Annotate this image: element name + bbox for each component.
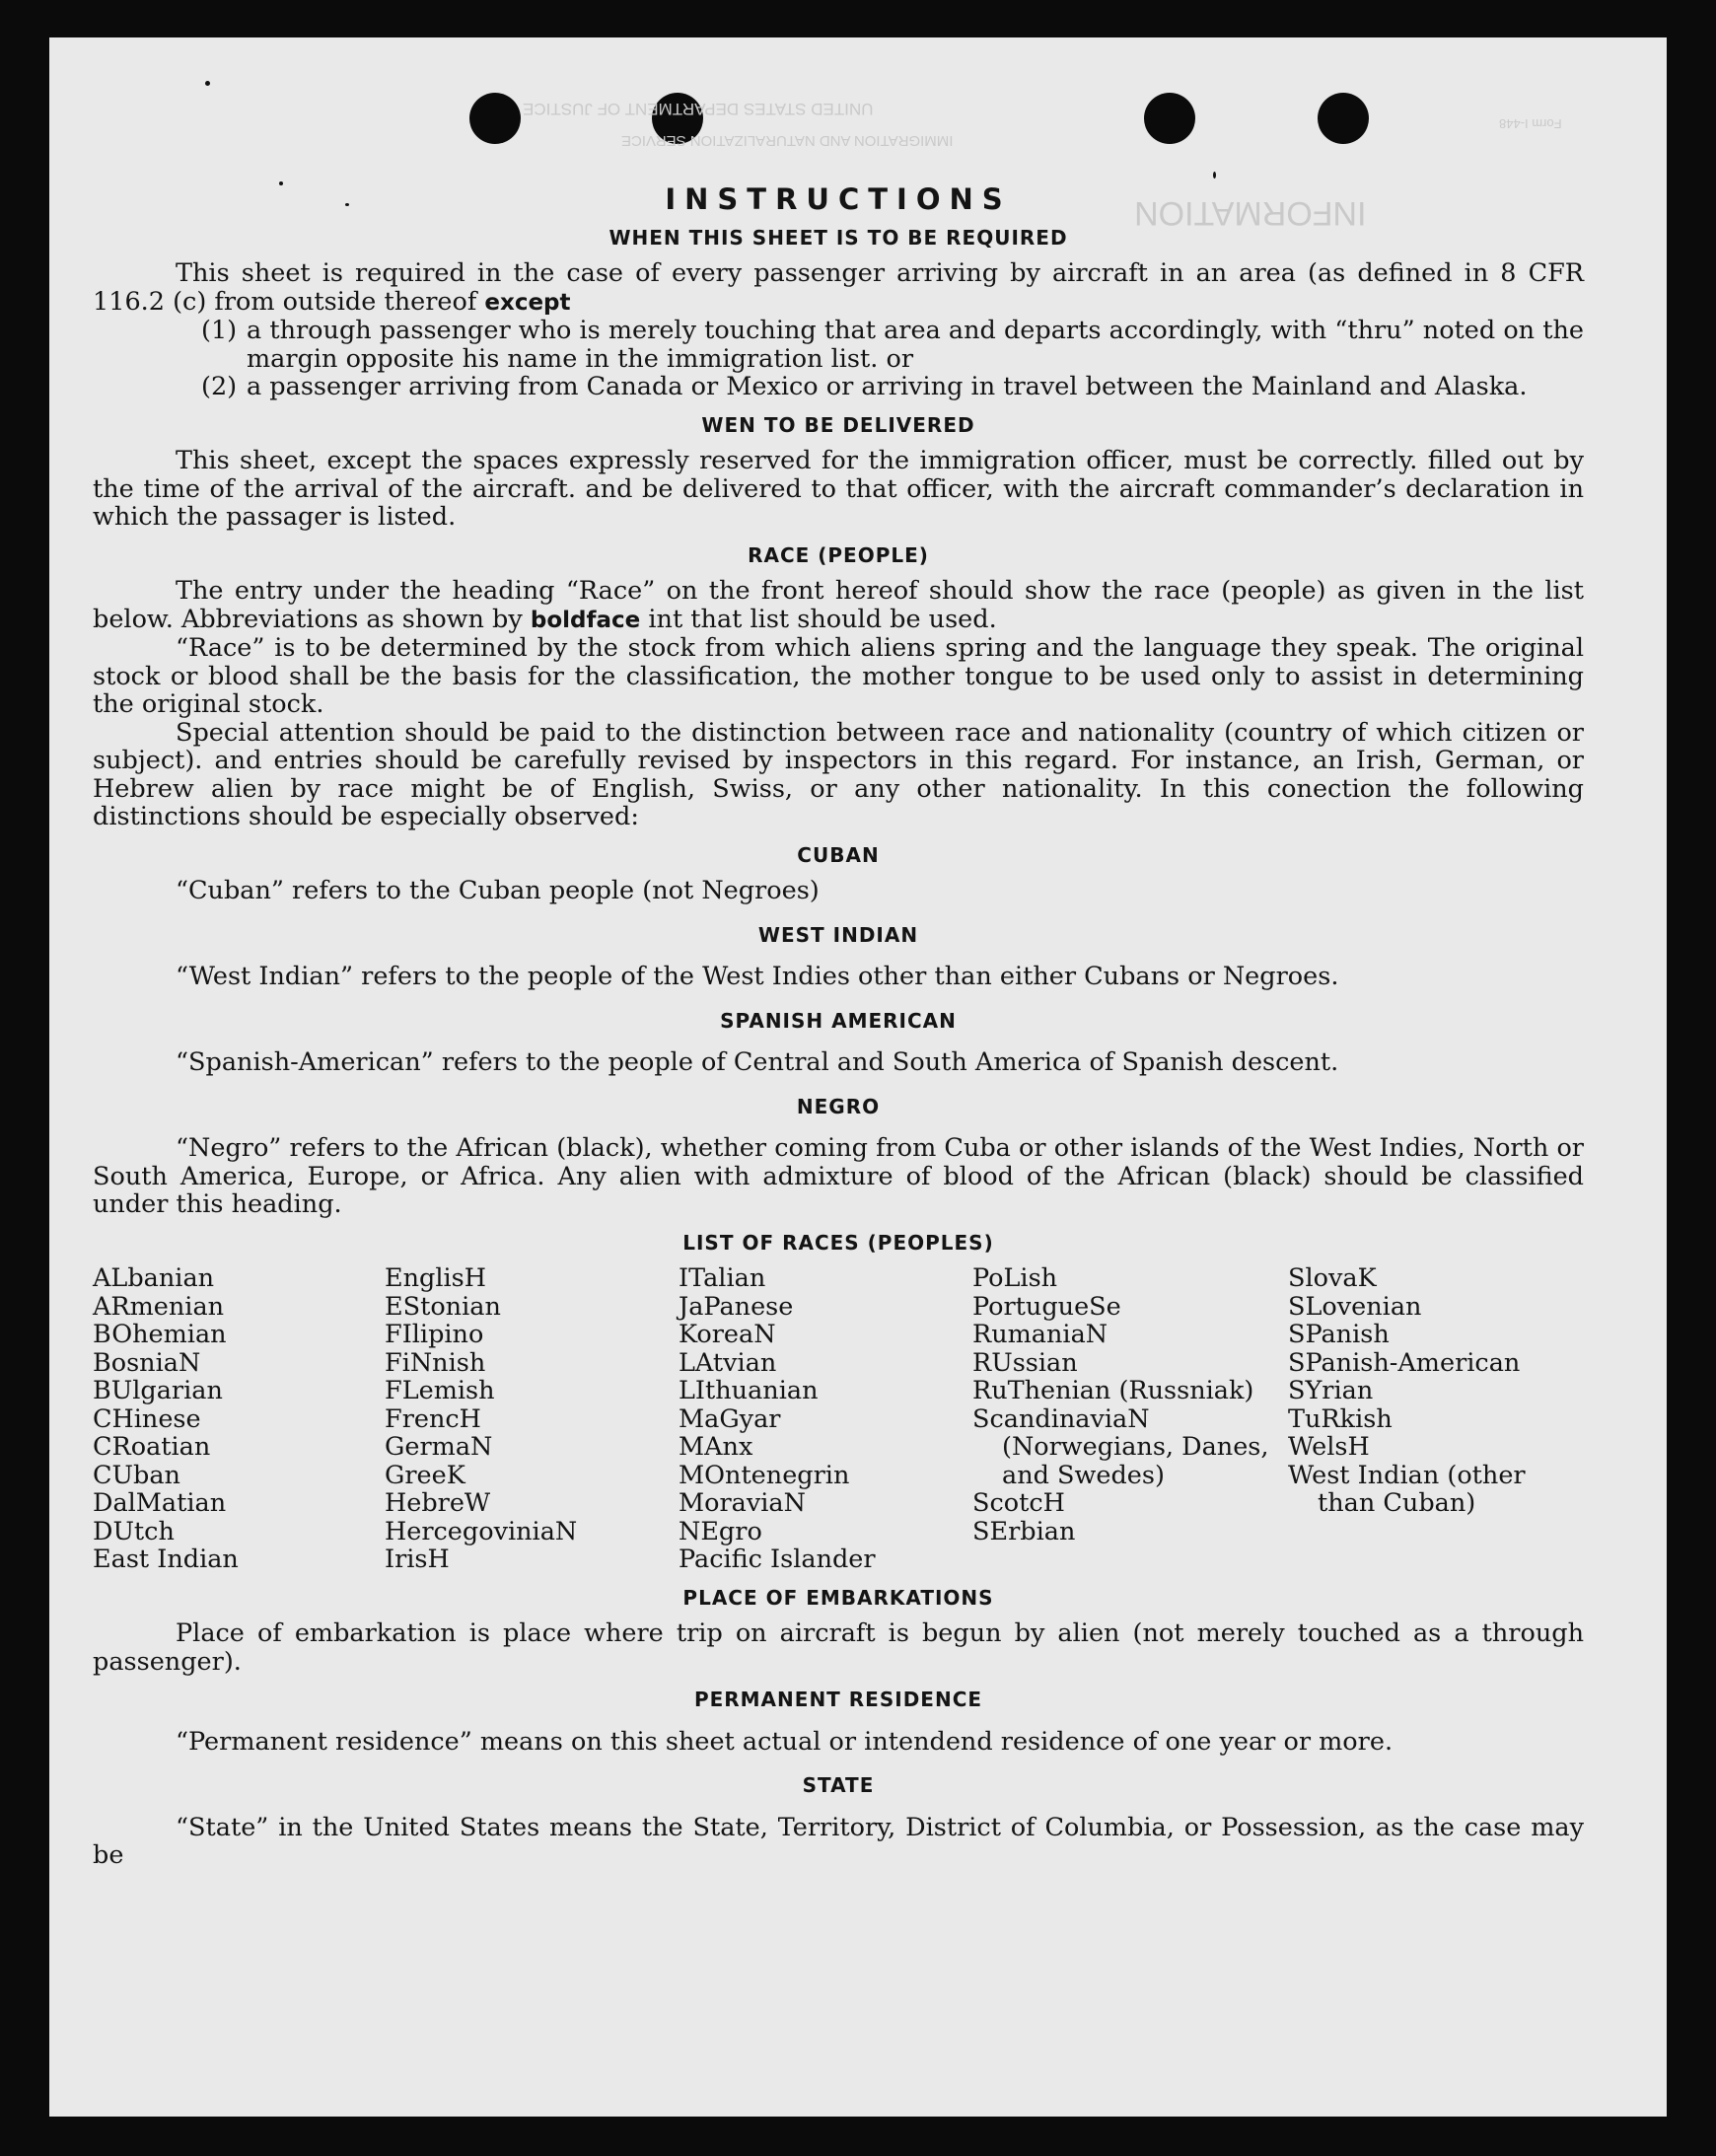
reverse-bleed-form-number: Form I-448 xyxy=(1499,116,1562,131)
punch-hole xyxy=(1318,93,1369,144)
race-entry: ScotcH xyxy=(972,1488,1065,1518)
item-number: (1) xyxy=(201,316,238,345)
race-entry: Pacific Islander xyxy=(679,1545,876,1574)
section-heading-embarkation: PLACE OF EMBARKATIONS xyxy=(682,1585,994,1610)
cuban-paragraph: “Cuban” refers to the Cuban people (not Negroes) xyxy=(176,876,820,905)
race-entry: FiNnish xyxy=(385,1347,486,1378)
race-entry: RuThenian (Russniak) xyxy=(972,1376,1254,1405)
when-required-text: This sheet is required in the case of every passenger arriving by aircraft in an area (as defined in 8 CFR 116.2 (c) from outside thereof xyxy=(93,258,1584,317)
section-heading-cuban: CUBAN xyxy=(797,842,880,867)
section-heading-state: STATE xyxy=(802,1773,875,1797)
section-heading-west-indian: WEST INDIAN xyxy=(757,922,919,947)
race-entry: LAtvian xyxy=(679,1347,777,1378)
race-entry: MOntenegrin xyxy=(679,1460,850,1490)
race-entry: West Indian (other than Cuban) xyxy=(1288,1460,1526,1518)
exception-item-2 xyxy=(201,373,1584,401)
punch-hole xyxy=(469,93,521,144)
section-heading-permanent-residence: PERMANENT RESIDENCE xyxy=(693,1688,983,1711)
race-entry: PortugueSe xyxy=(972,1291,1121,1322)
race-entry: ITalian xyxy=(679,1263,766,1293)
race-entry: SLovenian xyxy=(1288,1291,1422,1322)
item-number: (2) xyxy=(201,372,238,401)
reverse-bleed-subheader: IMMIGRATION AND NATURALIZATION SERVICE xyxy=(621,132,954,149)
race-entry: ARmenian xyxy=(93,1291,225,1322)
race-entry: EStonian xyxy=(385,1291,501,1322)
speck xyxy=(1213,172,1216,179)
race-entry: KoreaN xyxy=(679,1320,776,1349)
except-emphasis: except xyxy=(484,289,571,316)
race-text-b: int that list should be used. xyxy=(648,604,997,634)
race-entry: HebreW xyxy=(385,1488,491,1518)
race-column-1 xyxy=(93,1264,385,1574)
race-entry: MAnx xyxy=(679,1432,753,1462)
race-entry: SPanish-American xyxy=(1288,1347,1521,1378)
section-heading-negro: NEGRO xyxy=(796,1094,881,1118)
race-entry: RumaniaN xyxy=(972,1320,1108,1349)
reverse-bleed-form-title: INFORMATION xyxy=(1134,194,1367,232)
race-entry: RUssian xyxy=(972,1347,1078,1378)
race-column-3 xyxy=(679,1264,972,1574)
race-text-a: The entry under the heading “Race” on the front hereof should show the race (people) as given in the list below. Abbreviations as shown by xyxy=(93,576,1584,634)
state-paragraph: “State” in the United States means the State, Territory, District of Columbia, or Possession, as the case may be xyxy=(93,1812,1584,1870)
race-entry: MoraviaN xyxy=(679,1488,806,1518)
race-column-2 xyxy=(385,1264,679,1574)
race-entry: FrencH xyxy=(385,1403,481,1434)
section-heading-list-of-races: LIST OF RACES (PEOPLES) xyxy=(682,1230,994,1255)
race-entry: IrisH xyxy=(385,1545,450,1574)
item-text: a through passenger who is merely touching that area and departs accordingly, with “thru” noted on the margin opposite his name in the immigration list. or xyxy=(247,316,1584,374)
when-required-paragraph xyxy=(93,259,1584,317)
race-column-4 xyxy=(972,1264,1288,1574)
boldface-emphasis: boldface xyxy=(530,607,641,633)
race-entry: HercegoviniaN xyxy=(385,1516,578,1546)
permanent-residence-paragraph: “Permanent residence” means on this sheet actual or intendend residence of one year or more. xyxy=(176,1726,1394,1757)
race-entry: ScandinaviaN (Norwegians, Danes, and Swedes) xyxy=(972,1403,1269,1490)
race-entry: WelsH xyxy=(1288,1432,1370,1462)
speck xyxy=(205,81,210,86)
race-entry: JaPanese xyxy=(679,1291,794,1322)
race-entry: SErbian xyxy=(972,1516,1076,1546)
race-entry: MaGyar xyxy=(679,1403,781,1434)
race-entry: DUtch xyxy=(93,1516,175,1546)
punch-hole xyxy=(1144,93,1195,144)
race-entry: East Indian xyxy=(93,1545,239,1574)
reverse-bleed-header: UNITED STATES DEPARTMENT OF JUSTICE xyxy=(523,100,874,118)
race-entry: FLemish xyxy=(385,1376,495,1405)
race-paragraph-1 xyxy=(93,577,1584,634)
race-entry: FIlipino xyxy=(385,1320,484,1349)
race-entry: NEgro xyxy=(679,1516,762,1546)
race-entry: BUlgarian xyxy=(93,1376,223,1405)
race-entry: LIthuanian xyxy=(679,1376,819,1405)
section-heading-spanish-american: SPANISH AMERICAN xyxy=(720,1008,957,1033)
section-heading-race: RACE (PEOPLE) xyxy=(748,542,929,567)
race-paragraph-3: Special attention should be paid to the distinction between race and nationality (country of which citizen or subject). and entries should be carefully revised by inspectors in this regard. For instance, an Irish, German, or Hebrew alien by race might be of English, Swiss, or any other nationality. In this conection the following distinctions should be especially observed: xyxy=(93,717,1584,831)
race-entry: BOhemian xyxy=(93,1320,227,1349)
race-column-5 xyxy=(1288,1264,1584,1574)
race-entry: SlovaK xyxy=(1288,1263,1377,1293)
race-entry: SYrian xyxy=(1288,1376,1374,1405)
section-heading-when-delivered: WEN TO BE DELIVERED xyxy=(701,412,975,437)
race-entry: PoLish xyxy=(972,1263,1058,1293)
page-title: INSTRUCTIONS xyxy=(665,182,1012,216)
race-entry: CHinese xyxy=(93,1403,201,1434)
race-list xyxy=(93,1264,1584,1574)
race-entry: GermaN xyxy=(385,1432,493,1462)
race-entry: EnglisH xyxy=(385,1263,486,1293)
race-entry: CUban xyxy=(93,1460,180,1490)
embarkation-paragraph: Place of embarkation is place where trip on aircraft is begun by alien (not merely touched as a through passenger). xyxy=(93,1618,1584,1677)
when-delivered-paragraph: This sheet, except the spaces expressly reserved for the immigration officer, must be correctly. filled out by the time of the arrival of the aircraft. and be delivered to that officer, with the aircraft commander’s declaration in which the passager is listed. xyxy=(93,446,1584,532)
race-entry: SPanish xyxy=(1288,1320,1390,1349)
race-entry: GreeK xyxy=(385,1460,465,1490)
race-entry: DalMatian xyxy=(93,1488,227,1518)
section-heading-when-required: WHEN THIS SHEET IS TO BE REQUIRED xyxy=(608,225,1068,250)
instructions-body xyxy=(93,182,1584,1870)
exception-item-1 xyxy=(201,317,1584,373)
negro-paragraph: “Negro” refers to the African (black), whether coming from Cuba or other islands of the West Indies, North or South America, Europe, or Africa. Any alien with admixture of blood of the African (black) should be classified under this heading. xyxy=(93,1133,1584,1219)
west-indian-paragraph: “West Indian” refers to the people of the West Indies other than either Cubans or Negroes. xyxy=(176,962,1339,991)
race-entry: BosniaN xyxy=(93,1347,201,1378)
document-page xyxy=(49,37,1667,2117)
item-text: a passenger arriving from Canada or Mexico or arriving in travel between the Mainland and Alaska. xyxy=(247,372,1528,401)
spanish-american-paragraph: “Spanish-American” refers to the people of Central and South America of Spanish descent. xyxy=(176,1047,1339,1077)
race-entry: ALbanian xyxy=(93,1263,215,1293)
race-paragraph-2: “Race” is to be determined by the stock from which aliens spring and the language they speak. The original stock or blood shall be the basis for the classification, the mother tongue to be used only to assist in determining the original stock. xyxy=(93,633,1584,719)
race-entry: TuRkish xyxy=(1288,1403,1393,1434)
race-entry: CRoatian xyxy=(93,1432,211,1462)
